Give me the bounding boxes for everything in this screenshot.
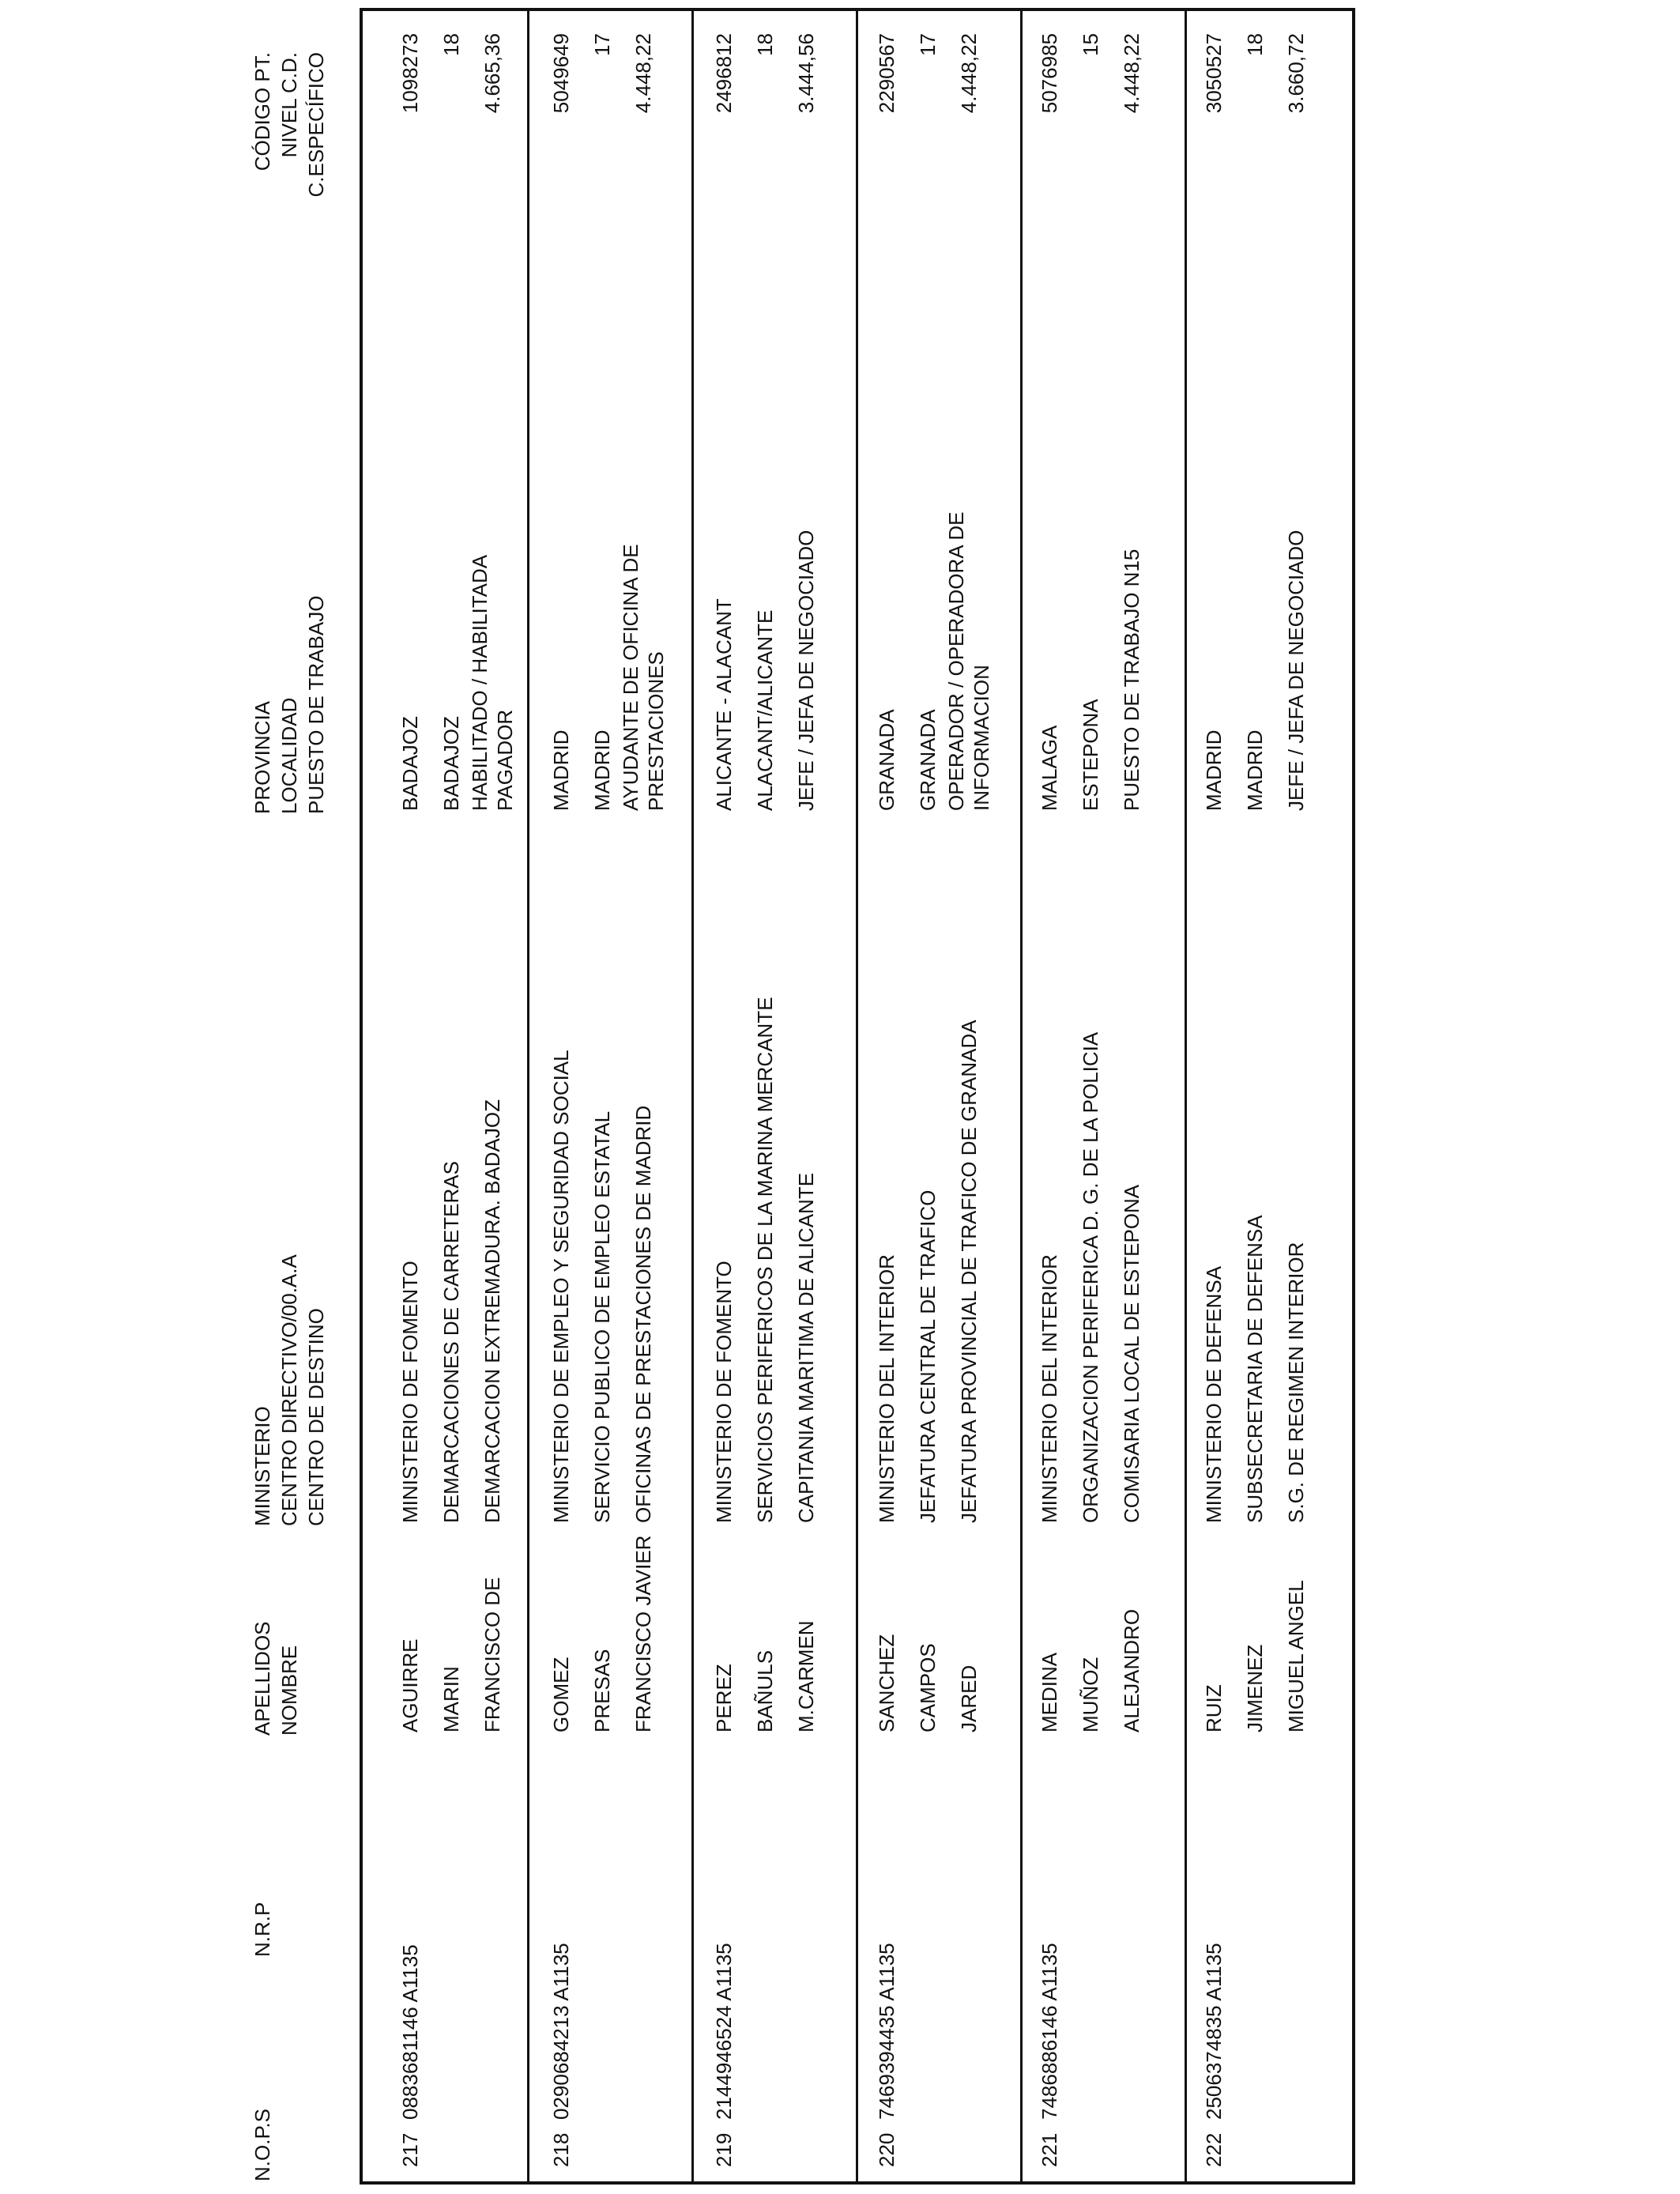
especifico-cell: 4.448,22 — [631, 33, 655, 114]
ministerio-cell: MINISTERIO DEL INTERIOR — [1038, 1254, 1061, 1523]
apellido2-cell: MUÑOZ — [1079, 1657, 1102, 1732]
centro-directivo-cell: JEFATURA CENTRAL DE TRAFICO — [916, 1189, 940, 1523]
nrp-cell: 7469394435 A1135 — [875, 1943, 898, 2120]
nombre-cell: ALEJANDRO — [1120, 1608, 1143, 1732]
header-puesto: PUESTO DE TRABAJO — [304, 595, 328, 814]
nops-cell: 219 — [712, 2132, 736, 2167]
table-row — [691, 11, 856, 2181]
centro-directivo-cell: SUBSECRETARIA DE DEFENSA — [1243, 1215, 1267, 1523]
puesto-cell: JEFE / JEFA DE NEGOCIADO — [794, 530, 818, 811]
nrp-cell: 0883681146 A1135 — [398, 1944, 422, 2120]
nombre-cell: FRANCISCO JAVIER — [631, 1535, 655, 1732]
nombre-cell: JARED — [957, 1664, 981, 1732]
apellido2-cell: BAÑULS — [753, 1649, 777, 1732]
localidad-cell: BADAJOZ — [439, 716, 463, 811]
especifico-cell: 4.665,36 — [480, 33, 504, 114]
nombre-cell: FRANCISCO DE — [480, 1577, 504, 1732]
apellido1-cell: SANCHEZ — [875, 1634, 898, 1732]
provincia-cell: ALICANTE - ALACANT — [712, 598, 736, 811]
nivel-cell: 17 — [916, 33, 940, 56]
localidad-cell: ESTEPONA — [1079, 699, 1102, 811]
centro-destino-cell: COMISARIA LOCAL DE ESTEPONA — [1120, 1184, 1143, 1523]
codigo-cell: 2290567 — [875, 33, 898, 114]
nops-cell: 222 — [1202, 2132, 1226, 2167]
centro-directivo-cell: DEMARCACIONES DE CARRETERAS — [439, 1161, 463, 1523]
header-localidad: LOCALIDAD — [277, 697, 301, 814]
nrp-cell: 2144946524 A1135 — [712, 1943, 736, 2120]
codigo-cell: 2496812 — [712, 33, 736, 114]
table-row — [1020, 11, 1185, 2181]
header-apellidos: APELLIDOS — [250, 1621, 274, 1736]
nivel-cell: 17 — [590, 33, 614, 56]
header-ministerio: MINISTERIO — [250, 1406, 274, 1526]
nivel-cell: 18 — [439, 33, 463, 56]
puesto-cell: JEFE / JEFA DE NEGOCIADO — [1284, 530, 1308, 811]
puesto-cell: OPERADOR / OPERADORA DE INFORMACION — [944, 511, 993, 811]
codigo-cell: 3050527 — [1202, 33, 1226, 114]
nombre-cell: M.CARMEN — [794, 1620, 818, 1732]
apellido1-cell: MEDINA — [1038, 1652, 1061, 1732]
nivel-cell: 18 — [753, 33, 777, 56]
localidad-cell: GRANADA — [916, 709, 940, 811]
centro-directivo-cell: SERVICIO PUBLICO DE EMPLEO ESTATAL — [590, 1110, 614, 1523]
nivel-cell: 18 — [1243, 33, 1267, 56]
header-nops: N.O.P.S — [250, 2108, 274, 2181]
centro-destino-cell: JEFATURA PROVINCIAL DE TRAFICO DE GRANADA — [957, 1020, 981, 1523]
header-nivel: NIVEL C.D. — [277, 52, 301, 158]
puesto-cell: HABILITADO / HABILITADA PAGADOR — [468, 556, 517, 811]
header-provincia: PROVINCIA — [250, 700, 274, 814]
ministerio-cell: MINISTERIO DE DEFENSA — [1202, 1265, 1226, 1523]
provincia-cell: MADRID — [1202, 729, 1226, 811]
nops-cell: 217 — [398, 2132, 422, 2167]
centro-destino-cell: OFICINAS DE PRESTACIONES DE MADRID — [631, 1105, 655, 1523]
nrp-cell: 2506374835 A1135 — [1202, 1943, 1226, 2120]
apellido2-cell: MARIN — [439, 1666, 463, 1732]
header-centro-destino: CENTRO DE DESTINO — [304, 1308, 328, 1526]
nrp-cell: 0290684213 A1135 — [549, 1943, 573, 2120]
especifico-cell: 3.444,56 — [794, 33, 818, 114]
provincia-cell: GRANADA — [875, 709, 898, 811]
codigo-cell: 1098273 — [398, 33, 422, 114]
nops-cell: 218 — [549, 2132, 573, 2167]
table-row — [856, 11, 1020, 2181]
apellido2-cell: CAMPOS — [916, 1643, 940, 1732]
nops-cell: 221 — [1038, 2132, 1061, 2167]
nombre-cell: MIGUEL ANGEL — [1284, 1580, 1308, 1732]
centro-directivo-cell: ORGANIZACION PERIFERICA D. G. DE LA POLICIA — [1079, 1031, 1102, 1523]
especifico-cell: 3.660,72 — [1284, 33, 1308, 114]
apellido1-cell: RUIZ — [1202, 1684, 1226, 1732]
puesto-cell: AYUDANTE DE OFICINA DE PRESTACIONES — [619, 544, 668, 811]
apellido1-cell: PEREZ — [712, 1664, 736, 1732]
provincia-cell: BADAJOZ — [398, 716, 422, 811]
apellido1-cell: GOMEZ — [549, 1657, 573, 1732]
puesto-cell: PUESTO DE TRABAJO N15 — [1120, 548, 1143, 811]
header-especifico: C.ESPECÍFICO — [304, 52, 328, 198]
apellido2-cell: PRESAS — [590, 1649, 614, 1732]
nivel-cell: 15 — [1079, 33, 1102, 56]
centro-destino-cell: S.G. DE REGIMEN INTERIOR — [1284, 1242, 1308, 1523]
localidad-cell: MADRID — [1243, 729, 1267, 811]
provincia-cell: MADRID — [549, 729, 573, 811]
provincia-cell: MALAGA — [1038, 725, 1061, 811]
localidad-cell: ALACANT/ALICANTE — [753, 609, 777, 811]
ministerio-cell: MINISTERIO DE FOMENTO — [712, 1261, 736, 1523]
nops-cell: 220 — [875, 2132, 898, 2167]
ministerio-cell: MINISTERIO DE FOMENTO — [398, 1261, 422, 1523]
apellido2-cell: JIMENEZ — [1243, 1644, 1267, 1732]
centro-destino-cell: DEMARCACION EXTREMADURA. BADAJOZ — [480, 1099, 504, 1523]
localidad-cell: MADRID — [590, 729, 614, 811]
centro-directivo-cell: SERVICIOS PERIFERICOS DE LA MARINA MERCANTE — [753, 997, 777, 1523]
ministerio-cell: MINISTERIO DEL INTERIOR — [875, 1254, 898, 1523]
records-table — [360, 8, 1355, 2185]
centro-destino-cell: CAPITANIA MARITIMA DE ALICANTE — [794, 1172, 818, 1523]
header-codigo: CÓDIGO PT. — [250, 52, 274, 172]
ministerio-cell: MINISTERIO DE EMPLEO Y SEGURIDAD SOCIAL — [549, 1050, 573, 1523]
nrp-cell: 7486886146 A1135 — [1038, 1943, 1061, 2120]
especifico-cell: 4.448,22 — [957, 33, 981, 114]
table-row — [527, 11, 691, 2181]
apellido1-cell: AGUIRRE — [398, 1638, 422, 1732]
table-row — [1185, 11, 1352, 2181]
table-row — [363, 11, 527, 2181]
header-centro-directivo: CENTRO DIRECTIVO/00.A.A — [277, 1254, 301, 1526]
codigo-cell: 5049649 — [549, 33, 573, 114]
especifico-cell: 4.448,22 — [1120, 33, 1143, 114]
header-nrp: N.R.P — [250, 1902, 274, 1957]
codigo-cell: 5076985 — [1038, 33, 1061, 114]
header-nombre: NOMBRE — [277, 1645, 301, 1736]
